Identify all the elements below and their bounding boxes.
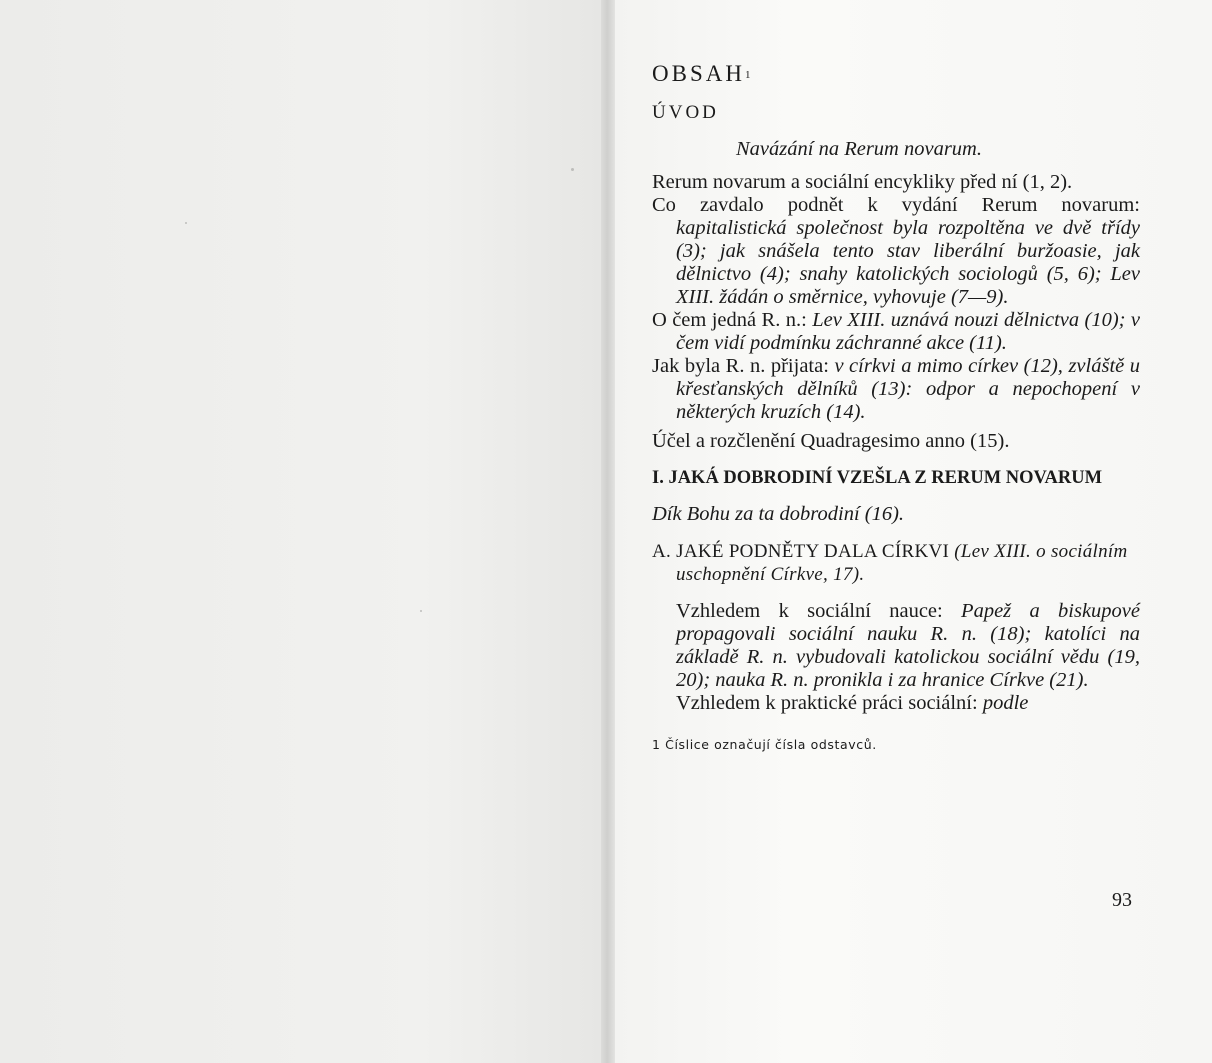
para-detail: Papež a biskupové propagovali sociální nauku R. n. (18); katolíci na základě R. n. vybudovali katolickou sociální vědu (19, 20); nauka R. n. pronikla i za hranice Církve (21). <box>676 600 1141 691</box>
entry-lead: Rerum novarum a sociální encykliky před ní (1, 2). <box>652 171 1073 193</box>
footnote <box>652 733 1140 756</box>
intro-subtitle: Navázání na Rerum novarum. <box>736 138 982 160</box>
subsection-a-heading <box>652 540 1140 586</box>
book-gutter <box>601 0 615 1063</box>
subsection-a-title: A. JAKÉ PODNĚTY DALA CÍRKVI <box>652 541 950 562</box>
entry-lead: Co zavdalo podnět k vydání Rerum novarum: <box>652 194 1140 216</box>
toc-entry <box>652 194 1140 309</box>
para-lead: Vzhledem k sociální nauce: <box>676 600 943 622</box>
toc-entry <box>652 430 1140 453</box>
toc-entry <box>652 309 1140 355</box>
entry-lead: Jak byla R. n. přijata: <box>652 355 829 377</box>
toc-entry <box>652 355 1140 424</box>
toc-entry <box>652 171 1140 194</box>
section-1-heading: I. JAKÁ DOBRODINÍ VZEŠLA Z RERUM NOVARUM <box>652 468 1103 488</box>
contents-title: OBSAH <box>652 61 745 86</box>
left-page-blank <box>0 0 604 1063</box>
paper-speck <box>571 168 574 171</box>
paragraph-social-teaching <box>652 600 1140 692</box>
para-detail: podle <box>982 692 1029 714</box>
entry-detail: v církvi a mimo církev (12), zvláště u křesťanských dělníků (13): odpor a nepochopení v některých kruzích (14). <box>676 355 1140 423</box>
entry-detail: kapitalistická společnost byla rozpoltěna ve dvě třídy (3); jak snášela tento stav liberální buržoasie, jak dělnictvo (4); snahy katolických sociologů (5, 6); Lev XIII. žádán o směrnice, vyhovuje (7—9). <box>676 217 1140 308</box>
entry-detail: Lev XIII. uznává nouzi dělnictva (10); v čem vidí podmínku záchranné akce (11). <box>676 309 1141 354</box>
paper-speck <box>420 610 422 612</box>
table-of-contents <box>652 62 1140 756</box>
paper-speck <box>185 222 187 224</box>
entry-lead: O čem jedná R. n.: <box>652 309 807 331</box>
page-number: 93 <box>1112 889 1132 911</box>
right-page <box>615 0 1212 1063</box>
entry-lead: Účel a rozčlenění Quadragesimo anno (15). <box>652 430 1010 452</box>
contents-heading <box>652 62 1140 85</box>
footnote-mark: 1 <box>744 69 751 81</box>
paragraph-practical-work <box>652 692 1140 715</box>
section-1-thanks: Dík Bohu za ta dobrodiní (16). <box>652 503 905 525</box>
para-lead: Vzhledem k praktické práci sociální: <box>676 692 978 714</box>
subsection-a-note: (Lev XIII. o sociálním uschopnění Církve, 17). <box>676 541 1128 585</box>
intro-heading: ÚVOD <box>652 102 719 123</box>
footnote-text: Číslice označují čísla odstavců. <box>665 737 877 752</box>
footnote-number: 1 <box>652 737 661 752</box>
